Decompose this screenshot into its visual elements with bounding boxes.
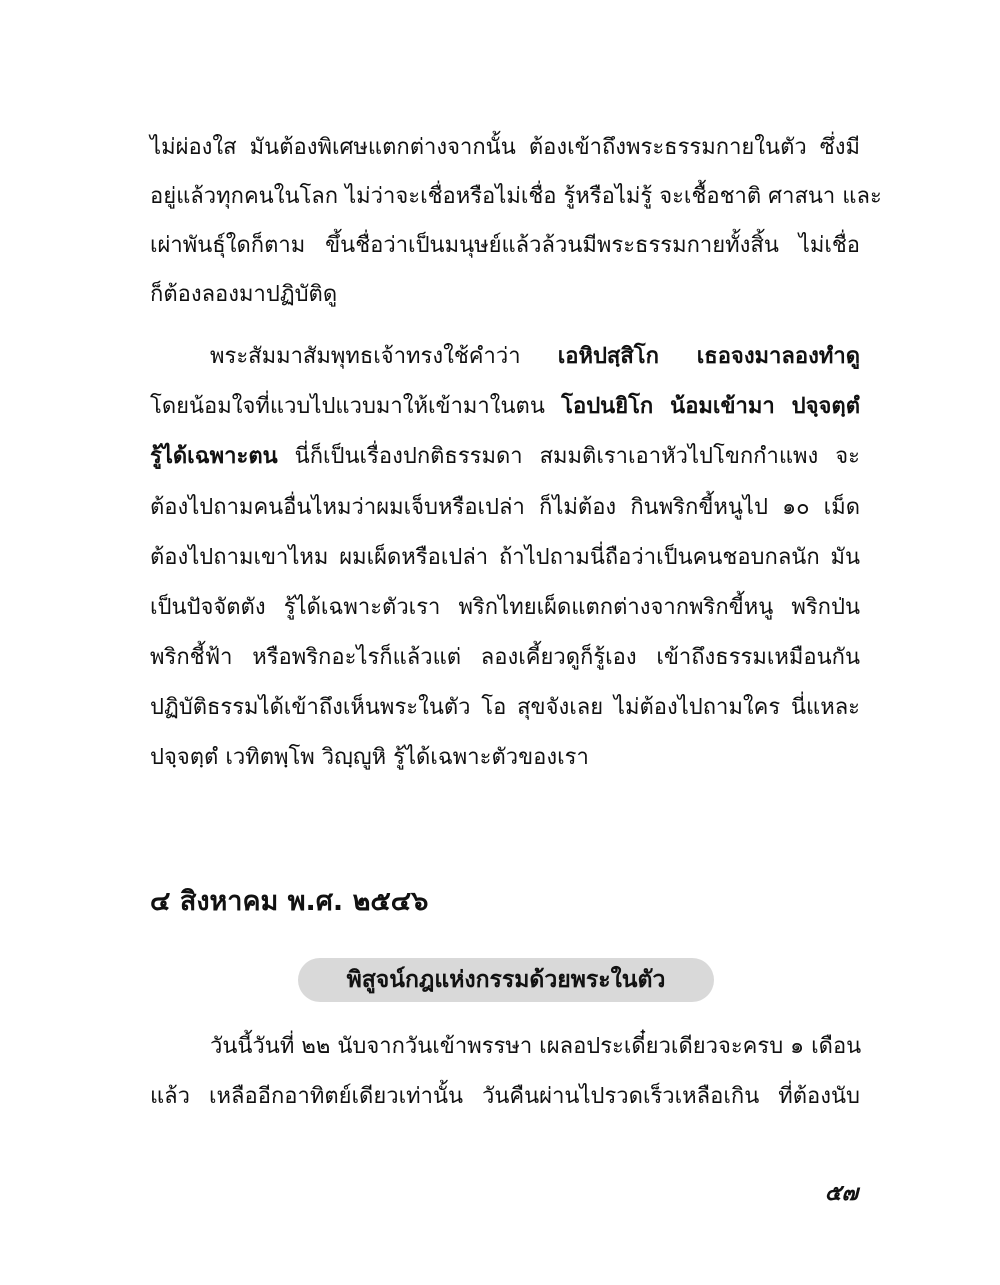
- paragraph-line: ก็ต้องลองมาปฏิบัติดู: [150, 282, 338, 307]
- bold-pali-term: รู้ได้เฉพาะตน: [150, 444, 278, 469]
- paragraph-line: ต้องไปถามเขาไหม ผมเผ็ดหรือเปล่า ถ้าไปถามนี่ถือว่าเป็นคนชอบกลนัก มัน: [150, 545, 860, 570]
- text-run: โดยน้อมใจที่แวบไปแวบมาให้เข้ามาในตน: [150, 394, 562, 419]
- paragraph-line: [150, 437, 860, 477]
- paragraph-line: ปฏิบัติธรรมได้เข้าถึงเห็นพระในตัว โอ สุขจังเลย ไม่ต้องไปถามใคร นี่แหละ: [150, 695, 860, 720]
- page-number: ๕๗: [824, 1181, 858, 1206]
- paragraph-line: ต้องไปถามคนอื่นไหมว่าผมเจ็บหรือเปล่า ก็ไม่ต้อง กินพริกขี้หนูไป ๑๐ เม็ด: [150, 495, 860, 520]
- paragraph-line: เป็นปัจจัตตัง รู้ได้เฉพาะตัวเรา พริกไทยเผ็ดแตกต่างจากพริกขี้หนู พริกป่น: [150, 595, 860, 620]
- paragraph-line: แล้ว เหลืออีกอาทิตย์เดียวเท่านั้น วันคืนผ่านไปรวดเร็วเหลือเกิน ที่ต้องนับ: [150, 1084, 860, 1109]
- paragraph-line: [150, 387, 860, 427]
- section-title: พิสูจน์กฎแห่งกรรมด้วยพระในตัว: [298, 958, 714, 1002]
- paragraph-line: ปจฺจตฺตํ เวทิตพฺโพ วิญฺญูหิ รู้ได้เฉพาะตัวของเรา: [150, 745, 589, 770]
- paragraph-line: วันนี้วันที่ ๒๒ นับจากวันเข้าพรรษา เผลอประเดี๋ยวเดียวจะครบ ๑ เดือน: [210, 1034, 862, 1059]
- bold-pali-term: โอปนยิโก น้อมเข้ามา ปจฺจตฺตํ: [561, 394, 860, 419]
- paragraph-line: [210, 337, 860, 377]
- bold-pali-term: เอหิปสฺสิโก เธอจงมาลองทำดู: [557, 344, 860, 369]
- paragraph-line: ไม่ผ่องใส มันต้องพิเศษแตกต่างจากนั้น ต้องเข้าถึงพระธรรมกายในตัว ซึ่งมี: [150, 135, 860, 160]
- text-run: นี่ก็เป็นเรื่องปกติธรรมดา สมมติเราเอาหัวไปโขกกำแพง จะ: [277, 444, 860, 469]
- paragraph-line: พริกชี้ฟ้า หรือพริกอะไรก็แล้วแต่ ลองเคี้ยวดูก็รู้เอง เข้าถึงธรรมเหมือนกัน: [150, 645, 860, 670]
- paragraph-line: อยู่แล้วทุกคนในโลก ไม่ว่าจะเชื่อหรือไม่เชื่อ รู้หรือไม่รู้ จะเชื้อชาติ ศาสนา และ: [150, 184, 882, 209]
- text-run: พระสัมมาสัมพุทธเจ้าทรงใช้คำว่า: [210, 344, 558, 369]
- date-heading: ๔ สิงหาคม พ.ศ. ๒๕๔๖: [150, 886, 429, 917]
- paragraph-line: เผ่าพันธุ์ใดก็ตาม ขึ้นชื่อว่าเป็นมนุษย์แล้วล้วนมีพระธรรมกายทั้งสิ้น ไม่เชื่อ: [150, 233, 860, 258]
